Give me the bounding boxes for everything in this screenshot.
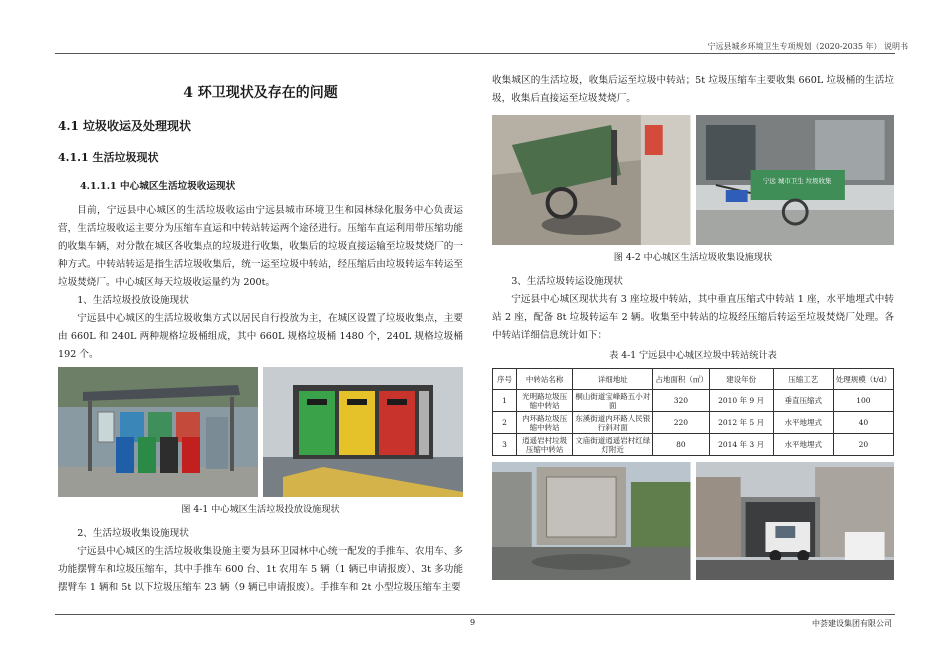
table-cell: 桐山街道宝峰路五小对面 (573, 390, 653, 412)
table-cell: 光明路垃圾压缩中转站 (517, 390, 573, 412)
table-cell: 水平地埋式 (773, 412, 833, 434)
figure-4-2-photos (492, 115, 894, 245)
col-header: 序号 (493, 369, 517, 390)
table-header-row (493, 369, 894, 390)
photo-handcart-street (492, 115, 691, 245)
table-4-1-title: 表 4-1 宁远县中心城区垃圾中转站统计表 (609, 350, 777, 361)
table-row (493, 390, 894, 412)
paragraph-transfer: 宁远县中心城区现状共有 3 座垃圾中转站，其中垂直压缩式中转站 1 座，水平地埋式中转站 2 座，配备 8t 垃圾转运车 2 辆。收集至中转站的垃圾经压缩后转运至垃圾焚烧厂处理。各中转站详细信息统计如下： (492, 294, 894, 341)
col-header: 压缩工艺 (773, 369, 833, 390)
photo-transfer-station-exterior (492, 462, 691, 580)
figure-4-2-caption: 图 4-2 中心城区生活垃圾收集设施现状 (613, 252, 773, 263)
table-cell: 文庙街道逍遥岩村红绿灯附近 (573, 434, 653, 456)
table-cell: 2010 年 9 月 (709, 390, 773, 412)
col-header: 建设年份 (709, 369, 773, 390)
table-row (493, 434, 894, 456)
photo-sorting-bins (263, 367, 463, 497)
table-cell: 2 (493, 412, 517, 434)
subsubsection-heading: 4.1.1.1 中心城区生活垃圾收运现状 (80, 181, 236, 192)
footer-company: 中荟建设集团有限公司 (812, 619, 892, 628)
chapter-title: 4 环卫现状及存在的问题 (183, 85, 338, 101)
table-cell: 20 (833, 434, 893, 456)
photo-green-cart (696, 115, 895, 245)
item-heading-transfer: 3、生活垃圾转运设施现状 (511, 276, 623, 287)
footer-rule (55, 614, 895, 615)
photo-bin-shelter (58, 367, 258, 497)
transfer-station-table (492, 368, 894, 456)
page-number: 9 (470, 618, 476, 627)
table-cell: 逍遥岩村垃圾压缩中转站 (517, 434, 573, 456)
col-header: 处理规模（t/d） (833, 369, 893, 390)
figure-4-1-photos (58, 367, 463, 497)
item-heading-collection: 2、生活垃圾收集设施现状 (77, 528, 189, 539)
table-cell: 1 (493, 390, 517, 412)
running-header: 宁远县城乡环境卫生专项规划（2020-2035 年） 说明书 (707, 42, 908, 51)
subsection-heading: 4.1.1 生活垃圾现状 (58, 151, 159, 164)
paragraph-collection-overview: 目前，宁远县中心城区的生活垃圾收运由宁远县城市环境卫生和园林绿化服务中心负责运营，生活垃圾收运主要分为压缩车直运和中转站转运两个途径进行。压缩车直运利用带压缩功能的收集车辆，对分散在城区各收集点的垃圾进行收集，收集后的垃圾直接运输至垃圾焚烧厂的一种方式。中转站转运是指生活垃圾收集后，统一运至垃圾中转站，经压缩后由垃圾转运车转运至垃圾焚烧厂。中心城区每天垃圾收运量约为 200t。 (58, 205, 463, 288)
table-cell: 220 (653, 412, 709, 434)
left-column (58, 72, 463, 597)
table-cell: 东溪街道内环路人民银行斜对面 (573, 412, 653, 434)
paragraph-disposal: 宁远县中心城区的生活垃圾收集方式以居民自行投放为主，在城区设置了垃圾收集点，主要由 660L 和 240L 两种规格垃圾桶组成，其中 660L 规格垃圾桶 1480 个，240L 规格垃圾桶 192 个。 (58, 313, 463, 360)
col-header: 占地面积（㎡） (653, 369, 709, 390)
table-cell: 内环路垃圾压缩中转站 (517, 412, 573, 434)
header-rule (55, 53, 895, 54)
photo-transfer-station-truck (696, 462, 895, 580)
table-cell: 100 (833, 390, 893, 412)
table-row (493, 412, 894, 434)
table-cell: 80 (653, 434, 709, 456)
table-cell: 2012 年 5 月 (709, 412, 773, 434)
col-header: 详细地址 (573, 369, 653, 390)
item-heading-disposal: 1、生活垃圾投放设施现状 (77, 295, 189, 306)
table-cell: 水平地埋式 (773, 434, 833, 456)
section-heading: 4.1 垃圾收运及处理现状 (58, 119, 192, 133)
right-column (492, 72, 894, 584)
cart-sign-text: 宁远 城市卫生 垃圾收集 (762, 176, 832, 186)
paragraph-collection-equipment: 宁远县中心城区的生活垃圾收集设施主要为县环卫园林中心统一配发的手推车、农用车、多功能摆臂车和垃圾压缩车，其中手推车 600 台、1t 农用车 5 辆（1 辆已申请报废）、3t 多功能摆臂车 1 辆和 5t 以下垃圾压缩车 23 辆（9 辆已申请报废）。手推车和 2t 小型垃圾压缩车主要 (58, 546, 463, 593)
table-cell: 40 (833, 412, 893, 434)
table-cell: 垂直压缩式 (773, 390, 833, 412)
table-cell: 2014 年 3 月 (709, 434, 773, 456)
col-header: 中转站名称 (517, 369, 573, 390)
transfer-station-photos (492, 462, 894, 580)
figure-4-1-caption: 图 4-1 中心城区生活垃圾投放设施现状 (181, 504, 340, 515)
table-cell: 320 (653, 390, 709, 412)
paragraph-continued: 收集城区的生活垃圾，收集后运至垃圾中转站；5t 垃圾压缩车主要收集 660L 垃圾桶的生活垃圾，收集后直接运至垃圾焚烧厂。 (492, 75, 894, 104)
table-cell: 3 (493, 434, 517, 456)
